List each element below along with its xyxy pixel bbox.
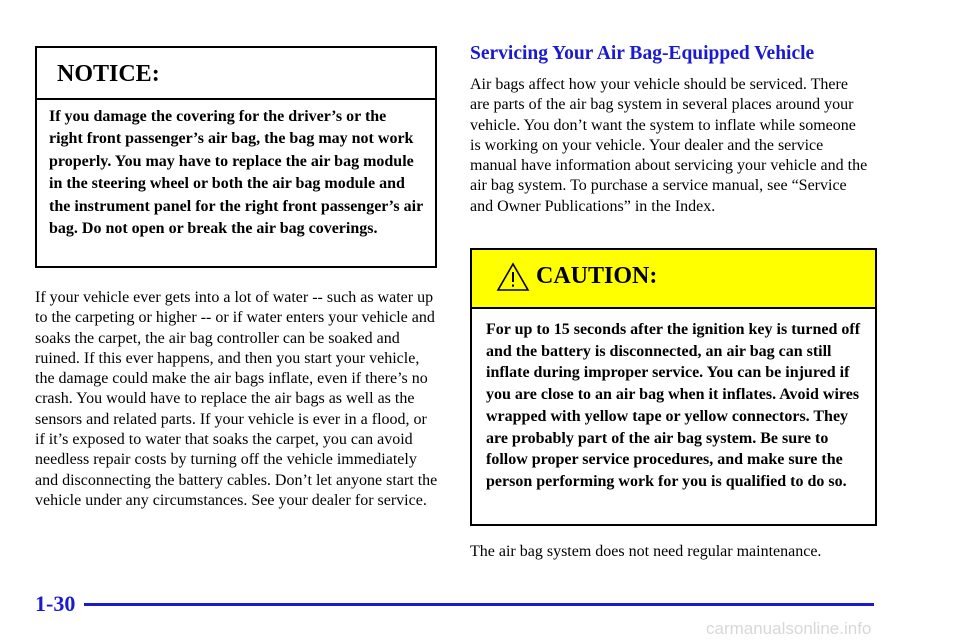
- caution-title: CAUTION:: [536, 263, 658, 289]
- caution-box: [470, 248, 877, 526]
- section-title: Servicing Your Air Bag-Equipped Vehicle: [470, 43, 815, 64]
- warning-triangle-icon: [496, 262, 530, 292]
- notice-box: [35, 46, 437, 268]
- servicing-paragraph: Air bags affect how your vehicle should be serviced. There are parts of the air bag system in several places around your vehicle. You don’t want the system to inflate while someone is working on your vehicle. Your dealer and the service manual have information about servicing your vehicle and the air bag system. To purchase a service manual, see “Service and Owner Publications” in the Index.: [470, 76, 868, 215]
- footer-rule: [84, 603, 874, 606]
- water-damage-paragraph: If your vehicle ever gets into a lot of water -- such as water up to the carpeting or higher -- or if water enters your vehicle and soaks the carpet, the air bag controller can be soaked and ruined. If this ever happens, and then you start your vehicle, the damage could make the air bags inflate, even if there’s no crash. You would have to replace the air bags as well as the sensors and related parts. If your vehicle is ever in a flood, or if it’s exposed to water that soaks the carpet, you can avoid needless repair costs by turning off the vehicle immediately and disconnecting the battery cables. Don’t let anyone start the vehicle under any circumstances. See your dealer for service.: [35, 289, 438, 509]
- caution-body: For up to 15 seconds after the ignition key is turned off and the battery is disconnected, an air bag can still inflate during improper service. You can be injured if you are close to an air bag when it inflates. Avoid wires wrapped with yellow tape or yellow connectors. They are probably part of the air bag system. Be sure to follow proper service procedures, and make sure the person performing work for you is qualified to do so.: [486, 321, 861, 490]
- notice-title: NOTICE:: [37, 48, 435, 100]
- page-number: 1-30: [35, 591, 76, 616]
- maintenance-text: The air bag system does not need regular maintenance.: [470, 543, 822, 560]
- watermark: carmanualsonline.info: [706, 619, 872, 638]
- caution-header: [472, 250, 875, 309]
- notice-body: If you damage the covering for the driver’s or the right front passenger’s air bag, the bag may not work properly. You may have to replace the air bag module in the steering wheel or both the air bag module and the instrument panel for the right front passenger’s air bag. Do not open or break the air bag coverings.: [49, 108, 423, 238]
